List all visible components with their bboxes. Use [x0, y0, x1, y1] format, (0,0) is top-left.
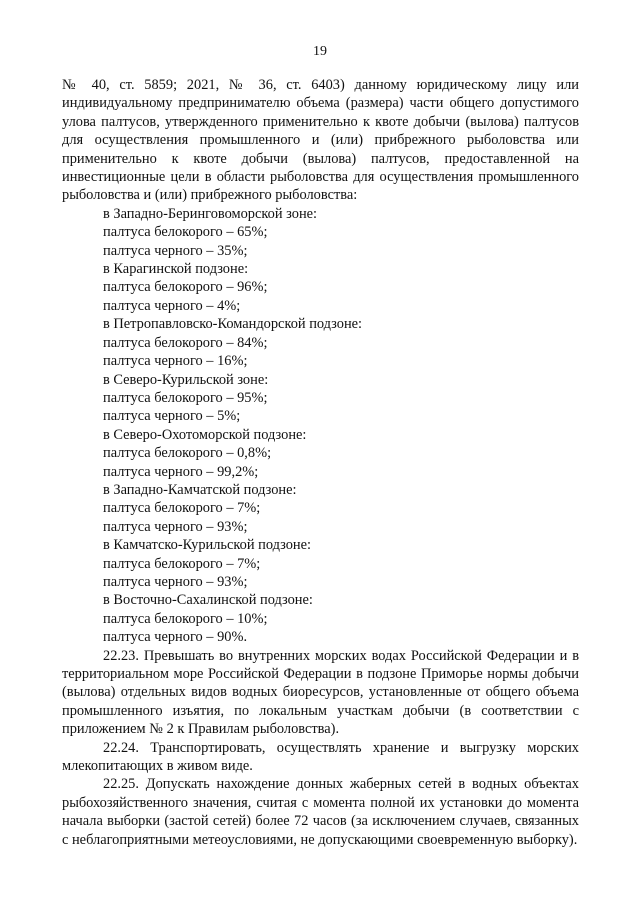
- white-halibut-share: палтуса белокорого – 0,8%;: [103, 445, 272, 462]
- zone-block: [62, 315, 579, 370]
- black-halibut-share: палтуса черного – 93%;: [103, 518, 248, 535]
- white-halibut-share: палтуса белокорого – 96%;: [103, 279, 268, 296]
- white-halibut-share: палтуса белокорого – 95%;: [103, 389, 268, 406]
- zone-title: в Восточно-Сахалинской подзоне:: [103, 592, 313, 609]
- zone-block: [62, 536, 579, 591]
- zone-title: в Камчатско-Курильской подзоне:: [103, 537, 312, 554]
- zone-title: в Западно-Камчатской подзоне:: [103, 481, 297, 498]
- zone-block: [62, 426, 579, 481]
- white-halibut-share: палтуса белокорого – 10%;: [103, 610, 268, 627]
- zone-block: [62, 481, 579, 536]
- document-body: [62, 76, 579, 849]
- zone-title: в Карагинской подзоне:: [103, 261, 249, 278]
- zone-title: в Петропавловско-Командорской подзоне:: [103, 316, 363, 333]
- black-halibut-share: палтуса черного – 99,2%;: [103, 463, 259, 480]
- black-halibut-share: палтуса черного – 35%;: [103, 242, 248, 259]
- zone-title: в Северо-Охотоморской подзоне:: [103, 426, 307, 443]
- white-halibut-share: палтуса белокорого – 7%;: [103, 555, 261, 572]
- black-halibut-share: палтуса черного – 16%;: [103, 353, 248, 370]
- white-halibut-share: палтуса белокорого – 7%;: [103, 500, 261, 517]
- zone-block: [62, 371, 579, 426]
- black-halibut-share: палтуса черного – 93%;: [103, 573, 248, 590]
- intro-paragraph: № 40, ст. 5859; 2021, № 36, ст. 6403) данному юридическому лицу или индивидуальному предпринимателю объема (размера) части общего допустимого улова палтусов, утвержденного применительно к квоте добычи (вылова) палтусов для осуществления промышленного и (или) прибрежного рыболовства или применительно к квоте добычи (вылова) палтусов, предоставленной на инвестиционные цели в области рыболовства для осуществления промышленного рыболовства и (или) прибрежного рыболовства:: [62, 77, 579, 204]
- white-halibut-share: палтуса белокорого – 65%;: [103, 224, 268, 241]
- zone-block: [62, 205, 579, 260]
- black-halibut-share: палтуса черного – 4%;: [103, 297, 241, 314]
- zone-title: в Северо-Курильской зоне:: [103, 371, 269, 388]
- paragraph-22-25: 22.25. Допускать нахождение донных жаберных сетей в водных объектах рыбохозяйственного значения, считая с момента полной их установки до момента начала выборки (застой сетей) более 72 часов (за исключением случаев, связанных с неблагоприятными метеоусловиями, не допускающими своевременную выборку).: [62, 776, 579, 848]
- zone-block: [62, 260, 579, 315]
- paragraph-22-23: 22.23. Превышать во внутренних морских водах Российской Федерации и в территориальном море Российской Федерации в подзоне Приморье нормы добычи (вылова) отдельных видов водных биоресурсов, установленные от общего объема промышленного изъятия, по локальным участкам добычи (в соответствии с приложением № 2 к Правилам рыболовства).: [62, 647, 579, 738]
- black-halibut-share: палтуса черного – 90%.: [103, 629, 248, 646]
- zone-block: [62, 591, 579, 646]
- black-halibut-share: палтуса черного – 5%;: [103, 408, 241, 425]
- zone-quota-list: [62, 205, 579, 647]
- page-number: 19: [313, 44, 327, 59]
- white-halibut-share: палтуса белокорого – 84%;: [103, 334, 268, 351]
- paragraph-22-24: 22.24. Транспортировать, осуществлять хранение и выгрузку морских млекопитающих в живом виде.: [62, 739, 579, 775]
- zone-title: в Западно-Беринговоморской зоне:: [103, 205, 318, 222]
